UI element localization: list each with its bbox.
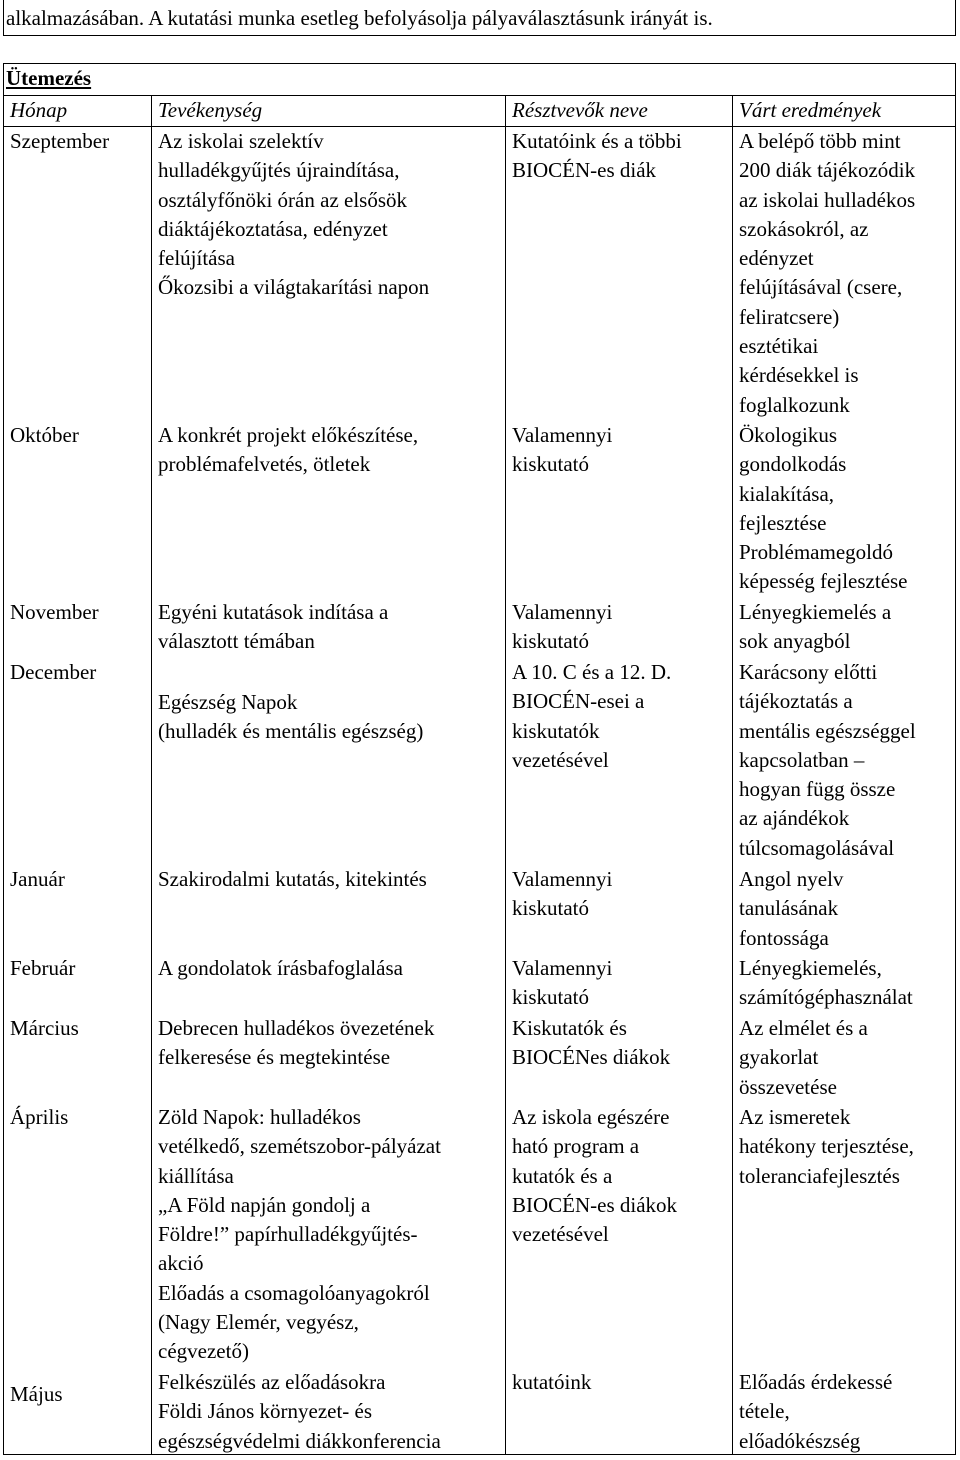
- table-row-month: Március: [10, 1016, 79, 1040]
- table-row-month: Április: [10, 1105, 69, 1129]
- table-row-results: Angol nyelv tanulásának fontossága: [739, 867, 844, 950]
- table-row-month: November: [10, 600, 99, 624]
- table-row-participants: Valamennyi kiskutató: [512, 867, 613, 921]
- table-row-activity: A konkrét projekt előkészítése, problémafelvetés, ötletek: [158, 423, 419, 477]
- table-row-results: A belépő több mint 200 diák tájékozódik az iskolai hulladékos szokásokról, az edényzet felújításával (csere, feliratcsere) esztétikai kérdésekkel is foglalkozunk: [739, 129, 916, 417]
- table-row-activity: A gondolatok írásbafoglalása: [158, 956, 403, 980]
- table-row-results: Lényegkiemelés a sok anyagból: [739, 600, 892, 654]
- table-row-activity: Egészség Napok (hulladék és mentális egészség): [158, 690, 424, 744]
- header-participants: Résztvevők neve: [512, 98, 648, 122]
- table-row-activity: Szakirodalmi kutatás, kitekintés: [158, 867, 427, 891]
- column-rule: [505, 95, 506, 1455]
- header-activity: Tevékenység: [158, 98, 263, 122]
- table-row-participants: Kutatóink és a többi BIOCÉN-es diák: [512, 129, 682, 183]
- table-row-participants: Kiskutatók és BIOCÉNes diákok: [512, 1016, 671, 1070]
- table-row-participants: A 10. C és a 12. D. BIOCÉN-esei a kiskutatók vezetésével: [512, 660, 672, 772]
- table-row-activity: Az iskolai szelektív hulladékgyűjtés újraindítása, osztályfőnöki órán az elsősök diáktájékoztatása, edényzet felújítása Őkozsibi a világtakarítási napon: [158, 129, 430, 300]
- intro-text-box: [3, 0, 956, 36]
- schedule-title: Ütemezés: [6, 66, 92, 90]
- column-rule: [151, 95, 152, 1455]
- table-row-participants: Valamennyi kiskutató: [512, 423, 613, 477]
- table-row-month: Január: [10, 867, 65, 891]
- table-row-participants: Az iskola egészére ható program a kutatók és a BIOCÉN-es diákok vezetésével: [512, 1105, 678, 1247]
- table-row-month: Május: [10, 1382, 63, 1406]
- table-row-month: Február: [10, 956, 76, 980]
- intro-text: alkalmazásában. A kutatási munka esetleg befolyásolja pályaválasztásunk irányát is.: [6, 6, 713, 30]
- table-rule: [3, 95, 956, 96]
- table-row-results: Lényegkiemelés, számítógéphasználat: [739, 956, 913, 1010]
- table-row-activity: Egyéni kutatások indítása a választott témában: [158, 600, 389, 654]
- table-row-activity: Felkészülés az előadásokra Földi János környezet- és egészségvédelmi diákkonferencia: [158, 1370, 441, 1453]
- table-row-results: Karácsony előtti tájékoztatás a mentális egészséggel kapcsolatban – hogyan függ össze az ajándékok túlcsomagolásával: [739, 660, 916, 860]
- table-row-results: Az ismeretek hatékony terjesztése, toleranciafejlesztés: [739, 1105, 914, 1188]
- table-row-participants: kutatóink: [512, 1370, 592, 1394]
- table-row-participants: Valamennyi kiskutató: [512, 956, 613, 1010]
- table-row-month: December: [10, 660, 97, 684]
- table-row-activity: Debrecen hulladékos övezetének felkeresése és megtekintése: [158, 1016, 435, 1070]
- table-row-results: Ökologikus gondolkodás kialakítása, fejlesztése Problémamegoldó képesség fejlesztése: [739, 423, 908, 594]
- column-rule: [732, 95, 733, 1455]
- table-row-month: Szeptember: [10, 129, 110, 153]
- table-row-results: Az elmélet és a gyakorlat összevetése: [739, 1016, 868, 1099]
- header-results: Várt eredmények: [739, 98, 882, 122]
- header-month: Hónap: [10, 98, 68, 122]
- table-row-activity: Zöld Napok: hulladékos vetélkedő, szemétszobor-pályázat kiállítása „A Föld napján gondolj a Földre!” papírhulladékgyűjtés- akció Előadás a csomagolóanyagokról (Nagy Elemér, vegyész, cégvezető): [158, 1105, 441, 1364]
- table-row-participants: Valamennyi kiskutató: [512, 600, 613, 654]
- table-row-month: Október: [10, 423, 79, 447]
- table-row-results: Előadás érdekessé tétele, előadókészség: [739, 1370, 893, 1453]
